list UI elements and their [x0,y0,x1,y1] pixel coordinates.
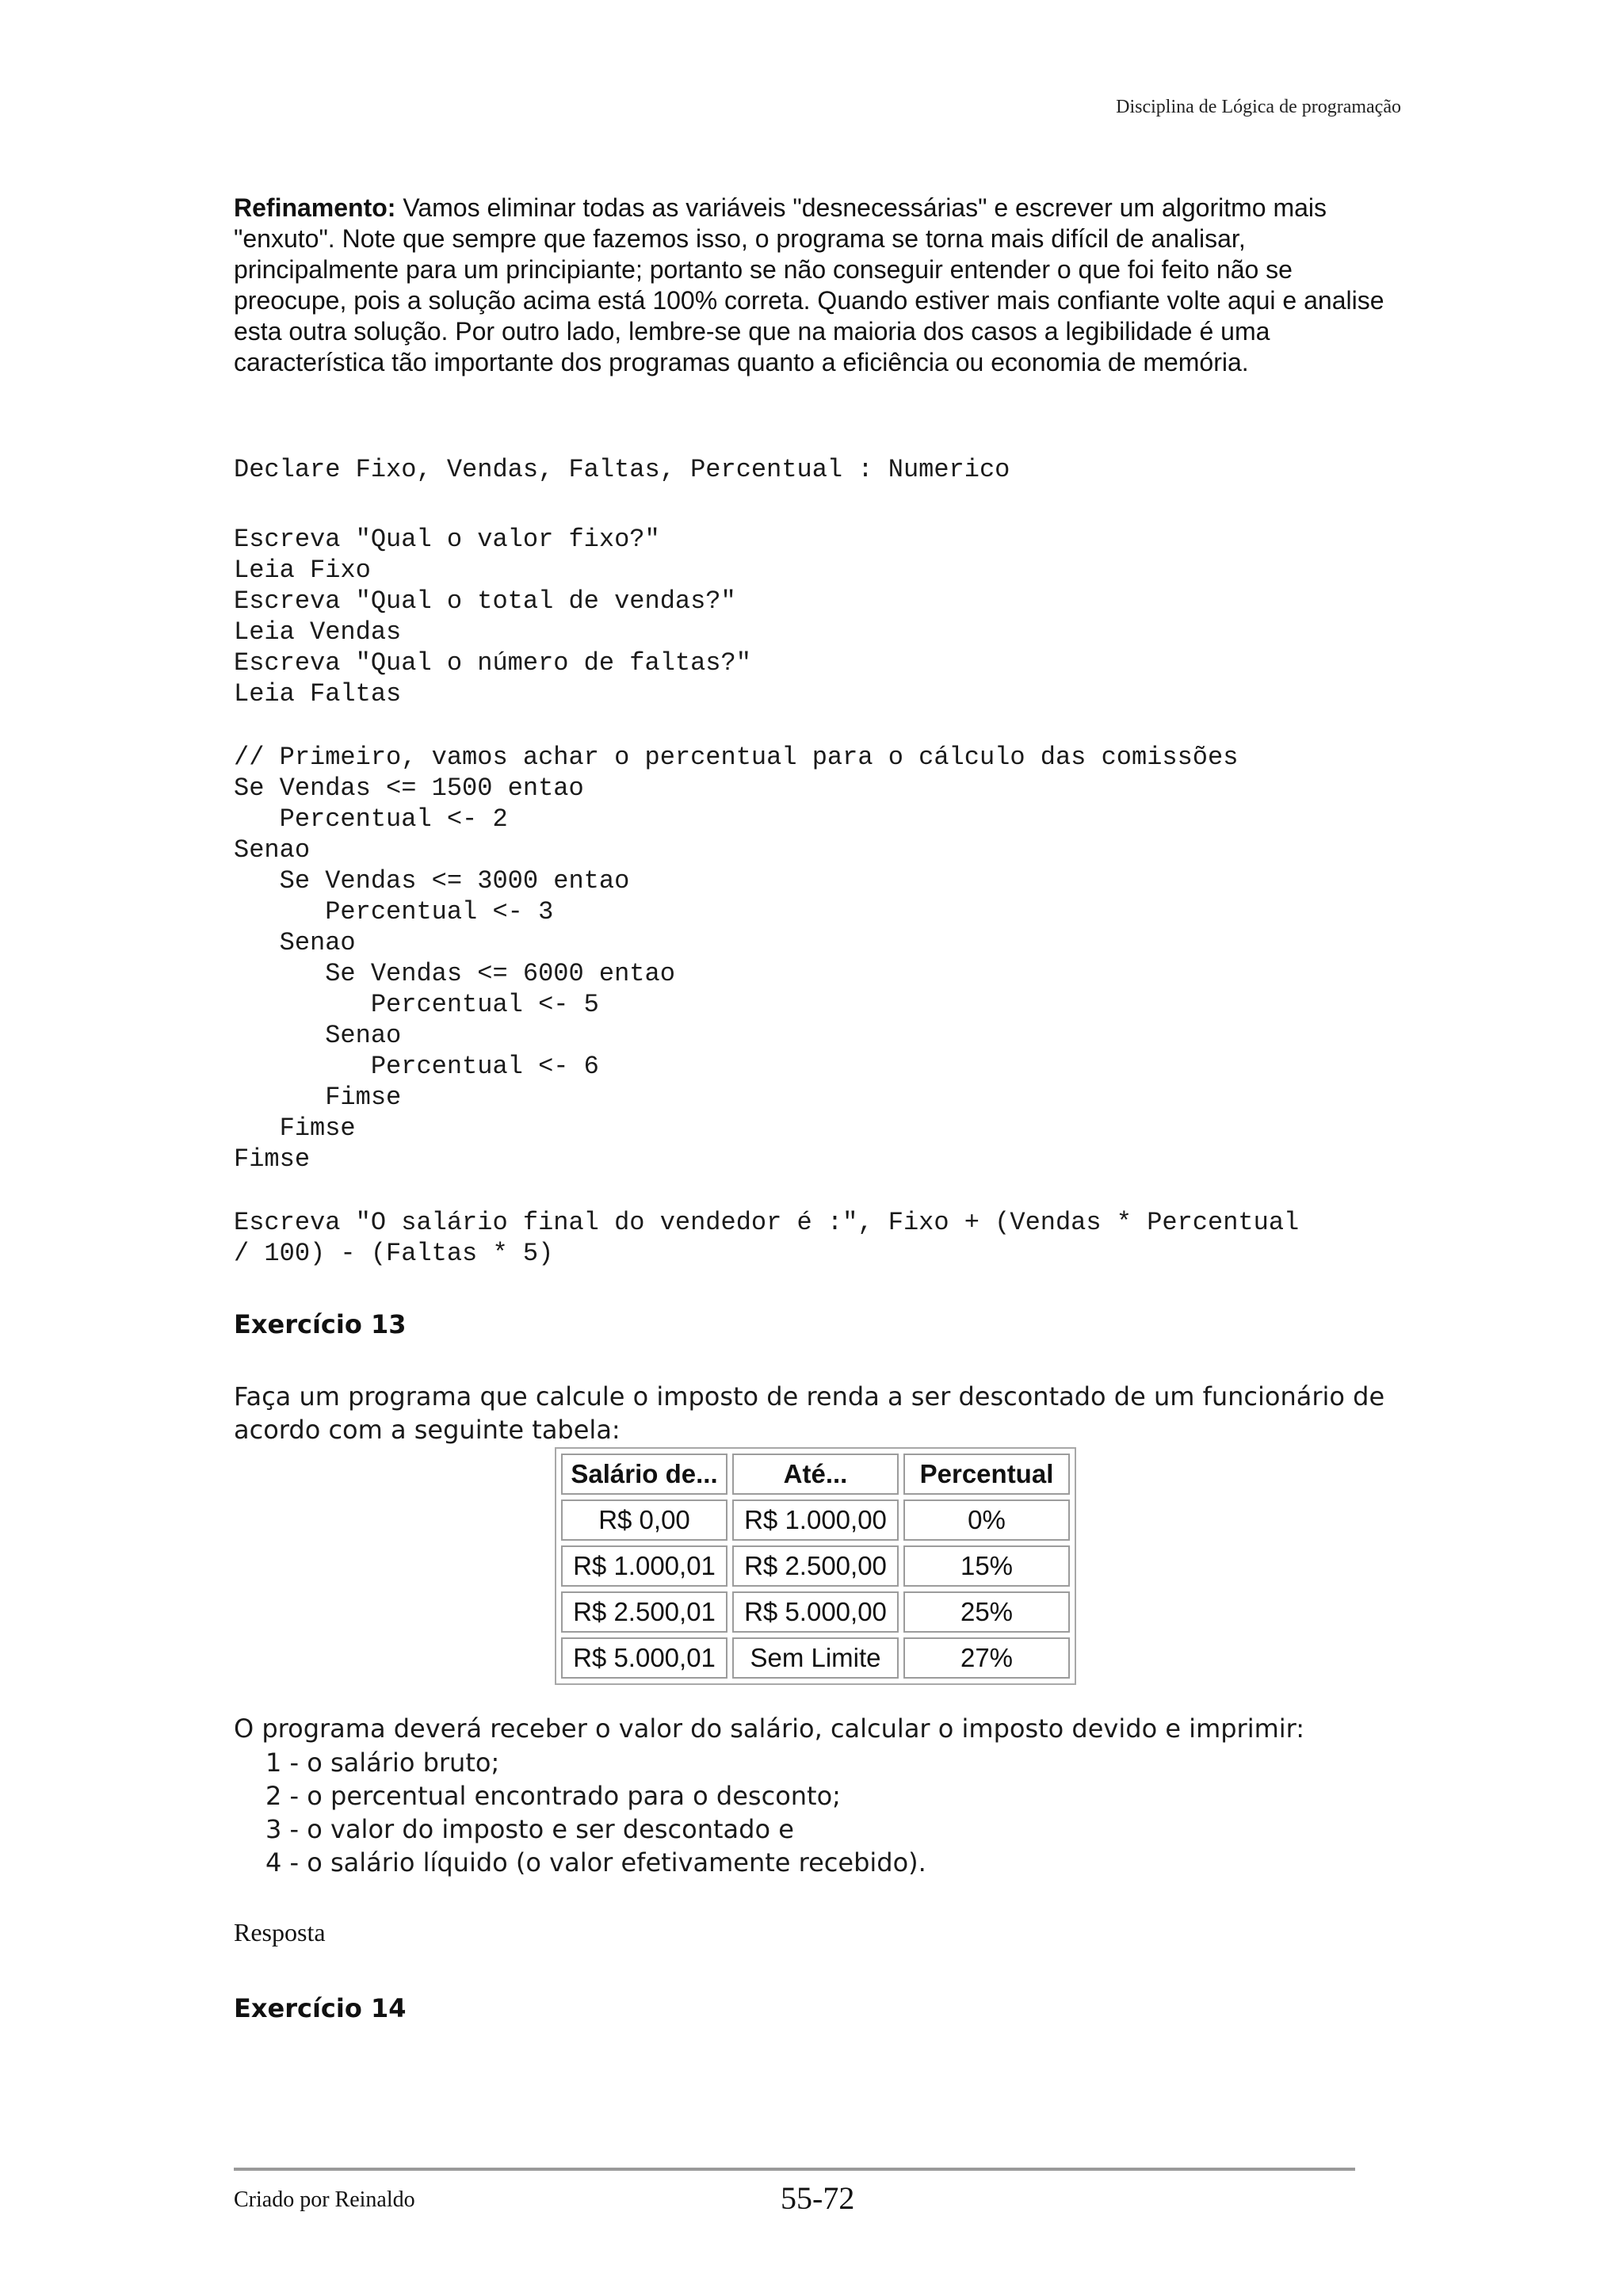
table-cell: 0% [903,1499,1070,1541]
header-discipline: Disciplina de Lógica de programação [1116,97,1401,117]
list-item: 1 - o salário bruto; [265,1748,500,1778]
table-cell: R$ 2.500,00 [732,1545,899,1587]
column-header: Percentual [903,1454,1070,1495]
list-item: 2 - o percentual encontrado para o desconto; [265,1781,841,1811]
table-cell: R$ 5.000,00 [732,1591,899,1633]
table-cell: R$ 0,00 [561,1499,727,1541]
exercise-14-title: Exercício 14 [234,1993,407,2023]
answer-label: Resposta [234,1918,326,1946]
page-number: 55-72 [781,2180,855,2216]
tax-table [555,1447,1076,1685]
exercise-13-instructions: O programa deverá receber o valor do salário, calcular o imposto devido e imprimir: [234,1713,1305,1744]
column-header: Até... [732,1454,899,1495]
code-logic-block: // Primeiro, vamos achar o percentual para o cálculo das comissões Se Vendas <= 1500 entao Percentual <- 2 Senao Se Vendas <= 3000 entao Percentual <- 3 Senao Se Vendas <= 6000 entao Percentual <- 5 Senao Percentual <- 6 Fimse Fimse Fimse [234,743,1239,1174]
column-header: Salário de... [561,1454,727,1495]
table-row [561,1637,1070,1679]
table-row [561,1591,1070,1633]
footer-author: Criado por Reinaldo [234,2187,415,2212]
table-cell: 15% [903,1545,1070,1587]
table-row [561,1545,1070,1587]
exercise-13-intro: Faça um programa que calcule o imposto de renda a ser descontado de um funcionário de acordo com a seguinte tabela: [234,1381,1385,1445]
table-cell: R$ 2.500,01 [561,1591,727,1633]
tax-table-header-row [561,1454,1070,1495]
code-output-block: Escreva "O salário final do vendedor é :", Fixo + (Vendas * Percentual / 100) - (Faltas * 5) [234,1208,1300,1268]
table-cell: 25% [903,1591,1070,1633]
code-declare: Declare Fixo, Vendas, Faltas, Percentual : Numerico [234,455,1010,484]
table-cell: R$ 1.000,01 [561,1545,727,1587]
list-item: 4 - o salário líquido (o valor efetivamente recebido). [265,1847,926,1878]
table-cell: R$ 1.000,00 [732,1499,899,1541]
refinement-text: Vamos eliminar todas as variáveis "desnecessárias" e escrever um algoritmo mais "enxuto". Note que sempre que fazemos isso, o programa se torna mais difícil de analisar, principalmente para um principiante; portanto se não conseguir entender o que foi feito não se preocupe, pois a solução acima está 100% correta. Quando estiver mais confiante volte aqui e analise esta outra solução. Por outro lado, lembre-se que na maioria dos casos a legibilidade é uma característica tão importante dos programas quanto a eficiência ou economia de memória. [234,193,1384,376]
exercise-13-title: Exercício 13 [234,1309,407,1339]
exercise-13-list [265,1746,926,1879]
code-input-block: Escreva "Qual o valor fixo?" Leia Fixo Escreva "Qual o total de vendas?" Leia Vendas Escreva "Qual o número de faltas?" Leia Faltas [234,525,751,709]
refinement-paragraph [234,193,1407,378]
table-cell: R$ 5.000,01 [561,1637,727,1679]
list-item: 3 - o valor do imposto e ser descontado e [265,1814,794,1844]
footer-divider [234,2168,1355,2171]
table-cell: Sem Limite [732,1637,899,1679]
table-cell: 27% [903,1637,1070,1679]
refinement-label: Refinamento: [234,193,396,222]
table-row [561,1499,1070,1541]
